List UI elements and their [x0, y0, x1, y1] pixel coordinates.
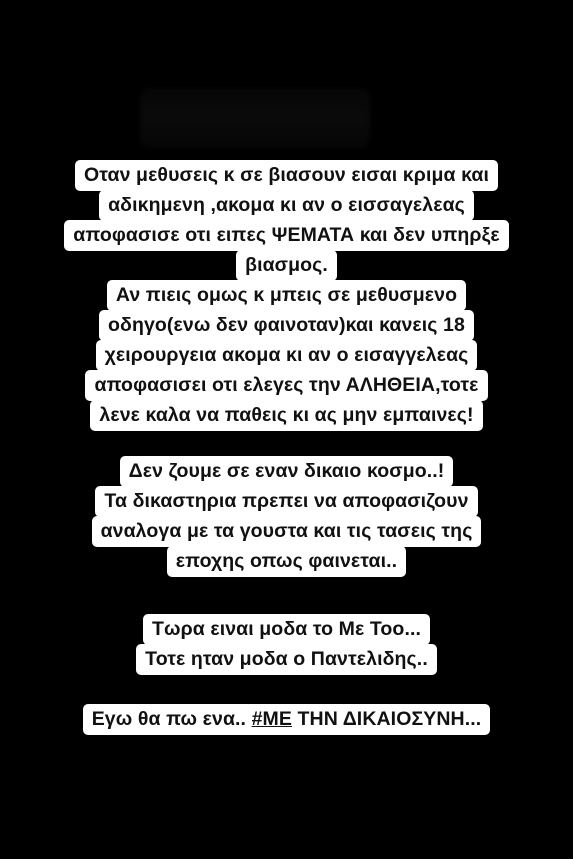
text-block-intro	[0, 160, 573, 431]
text-line: Τοτε ηταν μοδα ο Παντελιδης..	[136, 644, 437, 675]
closing-prefix: Εγω θα πω ενα..	[91, 708, 252, 730]
closing-suffix: ΤΗΝ ΔΙΚΑΙΟΣΥΝΗ...	[292, 708, 482, 730]
text-line: Τωρα ειναι μοδα το Με Τοο...	[143, 614, 430, 645]
hashtag-link[interactable]: #ΜΕ	[251, 708, 292, 730]
text-block-justice	[0, 456, 573, 577]
text-block-trends	[0, 614, 573, 675]
text-line: αποφασισε οτι ειπες ΨΕΜΑΤΑ και δεν υπηρξε	[64, 220, 508, 251]
text-line: βιασμος.	[236, 250, 337, 281]
text-line: αδικημενη ,ακομα κι αν ο εισσαγελεας	[99, 190, 474, 221]
text-line: Αν πιεις ομως κ μπεις σε μεθυσμενο	[107, 280, 466, 311]
text-line: οδηγο(ενω δεν φαινοταν)και κανεις 18	[99, 310, 474, 341]
text-line: Δεν ζουμε σε εναν δικαιο κοσμο..!	[120, 456, 454, 487]
text-line: χειρουργεια ακομα κι αν ο εισαγγελεας	[96, 340, 478, 371]
closing-line	[83, 704, 491, 735]
text-line: αναλογα με τα γουστα και τις τασεις της	[92, 516, 482, 547]
text-line: Οταν μεθυσεις κ σε βιασουν εισαι κριμα και	[75, 160, 498, 191]
text-line: λενε καλα να παθεις κι ας μην εμπαινες!	[90, 400, 482, 431]
text-line: εποχης οπως φαινεται..	[167, 546, 406, 577]
faint-background-mark	[140, 88, 370, 148]
text-block-closing	[0, 704, 573, 735]
text-line: αποφασισει οτι ελεγες την ΑΛΗΘΕΙΑ,τοτε	[85, 370, 487, 401]
text-line: Τα δικαστηρια πρεπει να αποφασιζουν	[95, 486, 477, 517]
